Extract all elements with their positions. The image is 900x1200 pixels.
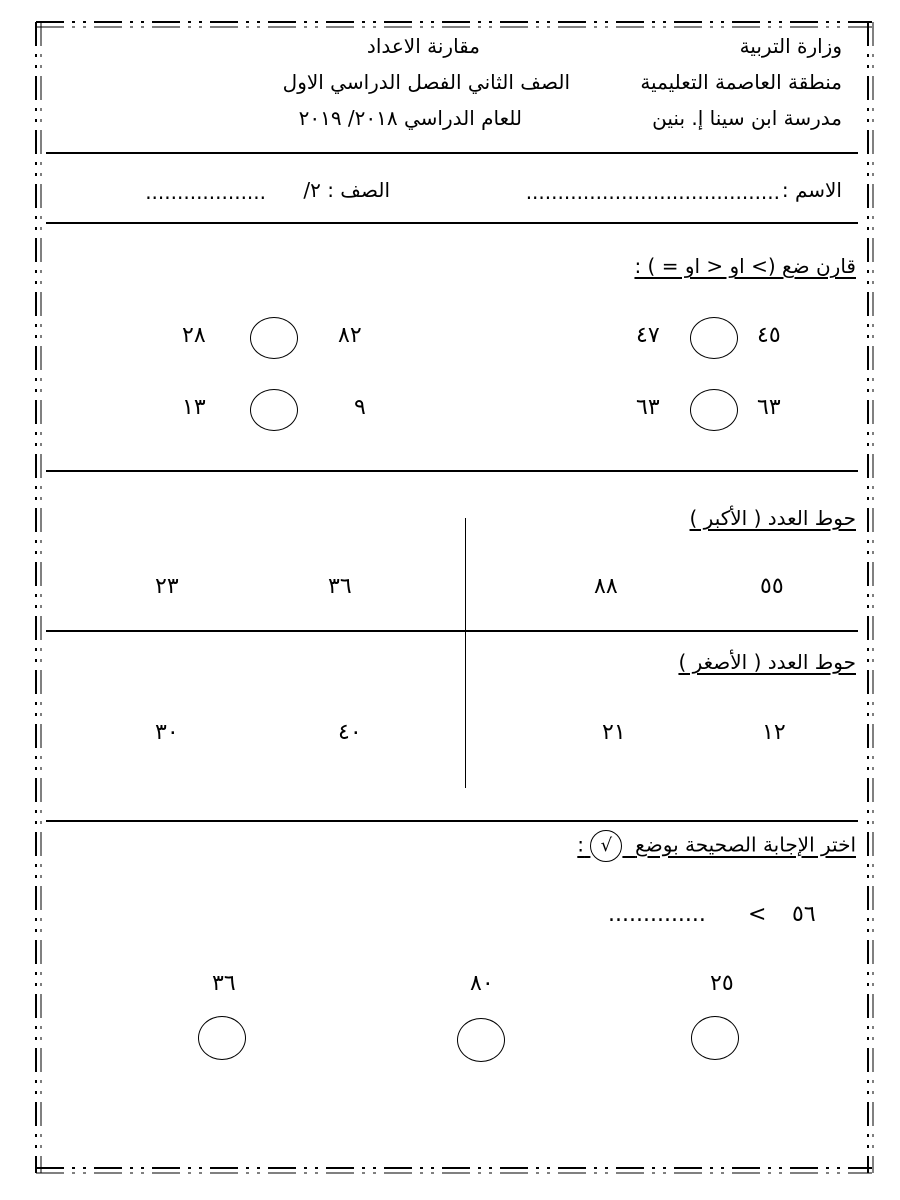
option-number: ٣٦ bbox=[212, 971, 236, 996]
compare-number: ٩ bbox=[354, 395, 366, 420]
option-answer-circle[interactable] bbox=[691, 1016, 739, 1060]
largest-number[interactable]: ٣٦ bbox=[328, 574, 352, 599]
option-number: ٨٠ bbox=[470, 971, 494, 996]
option-answer-circle[interactable] bbox=[198, 1016, 246, 1060]
largest-number[interactable]: ٢٣ bbox=[155, 574, 179, 599]
compare-title: قارن ضع (> او < او = ) : bbox=[634, 254, 856, 278]
compare-answer-circle[interactable] bbox=[690, 389, 738, 431]
academic-year-text: للعام الدراسي ٢٠١٨/ ٢٠١٩ bbox=[298, 106, 522, 130]
divider bbox=[46, 222, 858, 224]
subject-title: مقارنة الاعداد bbox=[366, 34, 480, 58]
column-divider bbox=[465, 518, 466, 788]
class-label: الصف : ٢/ bbox=[303, 178, 390, 202]
school-text: مدرسة ابن سينا إ. بنين bbox=[652, 106, 842, 130]
divider bbox=[46, 630, 858, 632]
divider bbox=[46, 152, 858, 154]
compare-number: ٦٣ bbox=[757, 395, 781, 420]
compare-answer-circle[interactable] bbox=[250, 389, 298, 431]
name-label: الاسم : bbox=[781, 178, 842, 202]
choose-title bbox=[577, 830, 856, 862]
option-number: ٢٥ bbox=[710, 971, 734, 996]
compare-number: ٤٥ bbox=[757, 323, 781, 348]
compare-number: ١٣ bbox=[182, 395, 206, 420]
option-answer-circle[interactable] bbox=[457, 1018, 505, 1062]
compare-number: ٦٣ bbox=[636, 395, 660, 420]
smallest-number[interactable]: ٣٠ bbox=[155, 720, 179, 745]
class-field[interactable]: ................... bbox=[145, 180, 266, 204]
grade-term-text: الصف الثاني الفصل الدراسي الاول bbox=[282, 70, 570, 94]
smallest-number[interactable]: ١٢ bbox=[762, 720, 786, 745]
smallest-number[interactable]: ٤٠ bbox=[338, 720, 362, 745]
compare-number: ٤٧ bbox=[636, 323, 660, 348]
largest-number[interactable]: ٨٨ bbox=[594, 574, 618, 599]
compare-number: ٨٢ bbox=[338, 323, 362, 348]
question-number: ٥٦ bbox=[792, 902, 816, 927]
name-field[interactable]: ........................................ bbox=[525, 180, 780, 204]
largest-number[interactable]: ٥٥ bbox=[760, 574, 784, 599]
compare-answer-circle[interactable] bbox=[690, 317, 738, 359]
ministry-text: وزارة التربية bbox=[739, 34, 842, 58]
choose-title-text: اختر الإجابة الصحيحة بوضع bbox=[635, 832, 856, 857]
zone-text: منطقة العاصمة التعليمية bbox=[640, 70, 842, 94]
compare-number: ٢٨ bbox=[182, 323, 206, 348]
question-blank[interactable]: .............. bbox=[608, 902, 706, 927]
question-sign: < bbox=[748, 902, 767, 927]
smallest-number[interactable]: ٢١ bbox=[602, 720, 626, 745]
choose-title-colon: : bbox=[577, 832, 585, 857]
compare-answer-circle[interactable] bbox=[250, 317, 298, 359]
largest-title: حوط العدد ( الأكبر ) bbox=[689, 506, 856, 530]
divider bbox=[46, 820, 858, 822]
check-mark-icon: √ bbox=[590, 830, 622, 862]
divider bbox=[46, 470, 858, 472]
smallest-title: حوط العدد ( الأصغر ) bbox=[678, 650, 856, 674]
